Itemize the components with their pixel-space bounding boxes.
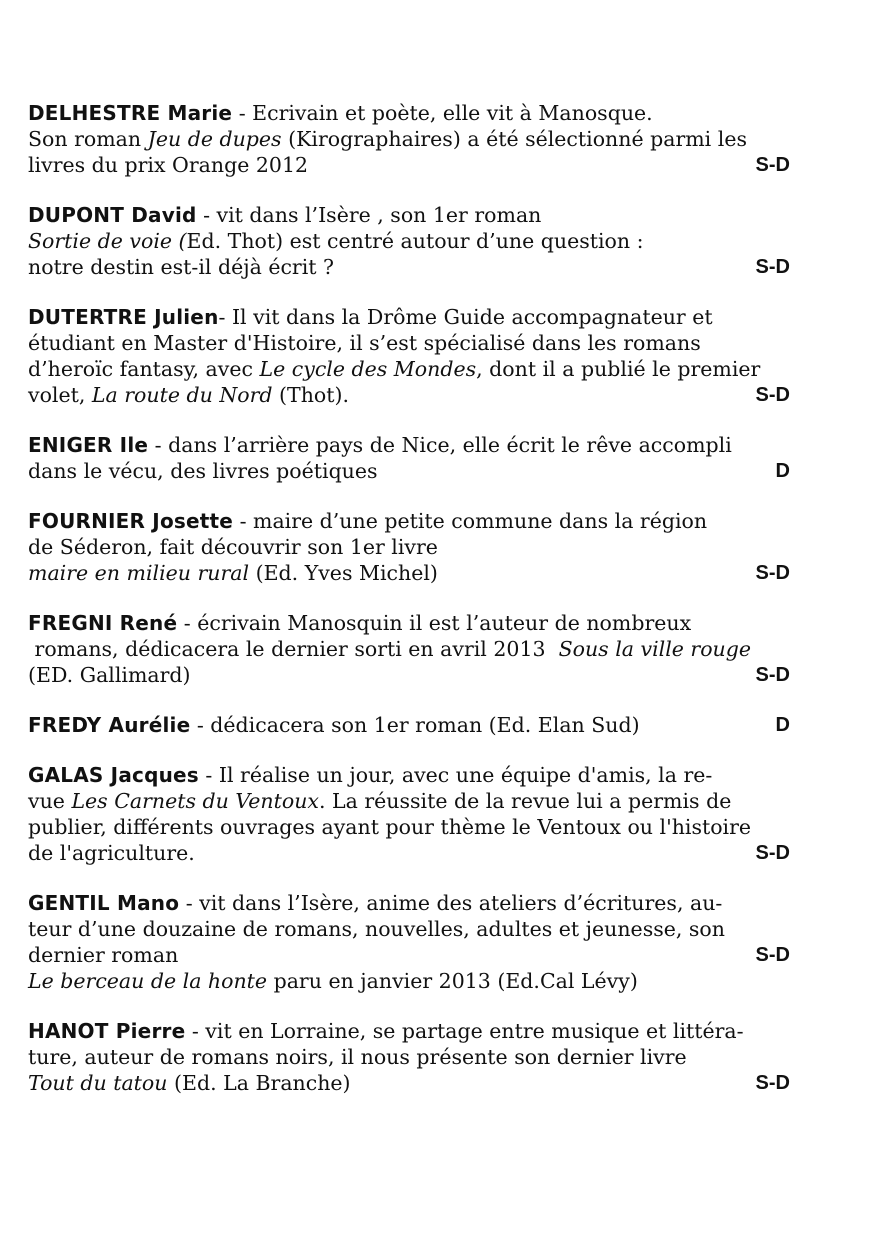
author-desc: Ed. Thot) est centré autour d’une question : [186, 229, 644, 253]
author-desc: (Ed. Yves Michel) [249, 561, 438, 585]
author-desc: - vit en Lorraine, se partage entre musique et littéra- [185, 1019, 744, 1043]
book-title: Les Carnets du Ventoux [71, 789, 319, 813]
author-desc: , dont il a publié le premier [476, 357, 761, 381]
book-title: Le cycle des Mondes [259, 357, 477, 381]
author-name: DUPONT David [28, 203, 197, 227]
author-entry [28, 610, 800, 688]
author-entry [28, 508, 800, 586]
author-desc: - vit dans l’Isère, anime des ateliers d’écritures, au- [179, 891, 723, 915]
author-entry [28, 202, 800, 280]
author-desc: volet, [28, 383, 92, 407]
author-desc: dans le vécu, des livres poétiques [28, 459, 378, 483]
author-list [28, 100, 800, 1120]
author-desc: publier, différents ouvrages ayant pour thème le Ventoux ou l'histoire [28, 815, 752, 839]
author-desc: livres du prix Orange 2012 [28, 153, 309, 177]
author-name: HANOT Pierre [28, 1019, 186, 1043]
author-desc: (Kirographaires) a été sélectionné parmi les [281, 127, 747, 151]
author-entry [28, 712, 800, 738]
author-desc: vue [28, 789, 72, 813]
author-desc: - Il réalise un jour, avec une équipe d'amis, la re- [198, 763, 713, 787]
session-code: S-D [755, 562, 790, 584]
author-desc: de l'agriculture. [28, 841, 195, 865]
session-code: S-D [755, 664, 790, 686]
author-desc: étudiant en Master d'Histoire, il s’est spécialisé dans les romans [28, 331, 701, 355]
author-desc: paru en janvier 2013 (Ed.Cal Lévy) [267, 969, 638, 993]
author-desc: - Il vit dans la Drôme Guide accompagnateur et [218, 305, 713, 329]
author-name: GENTIL Mano [28, 891, 180, 915]
book-title: Tout du tatou [28, 1071, 168, 1095]
author-desc: - écrivain Manosquin il est l’auteur de nombreux [177, 611, 692, 635]
session-code: S-D [755, 154, 790, 176]
author-desc: - dédicacera son 1er roman (Ed. Elan Sud) [190, 713, 640, 737]
author-desc: (Ed. La Branche) [167, 1071, 351, 1095]
book-title: Le berceau de la honte [28, 969, 268, 993]
author-name: FREDY Aurélie [28, 713, 191, 737]
author-desc: - Ecrivain et poète, elle vit à Manosque. [232, 101, 653, 125]
author-desc: - vit dans l’Isère , son 1er roman [196, 203, 542, 227]
author-entry [28, 890, 800, 994]
author-desc: de Séderon, fait découvrir son 1er livre [28, 535, 438, 559]
session-code: S-D [755, 1072, 790, 1094]
author-desc: romans, dédicacera le dernier sorti en avril 2013 [28, 637, 559, 661]
author-desc: notre destin est-il déjà écrit ? [28, 255, 335, 279]
author-desc: - dans l’arrière pays de Nice, elle écrit le rêve accompli [148, 433, 732, 457]
author-entry [28, 432, 800, 484]
session-code: D [775, 714, 790, 736]
author-name: ENIGER Ile [28, 433, 149, 457]
author-entry [28, 100, 800, 178]
book-title: La route du Nord [91, 383, 273, 407]
author-desc: ture, auteur de romans noirs, il nous présente son dernier livre [28, 1045, 687, 1069]
author-name: DELHESTRE Marie [28, 101, 233, 125]
author-desc: Son roman [28, 127, 148, 151]
author-desc: teur d’une douzaine de romans, nouvelles, adultes et jeunesse, son [28, 917, 725, 941]
author-desc: . La réussite de la revue lui a permis de [318, 789, 732, 813]
book-title: maire en milieu rural [28, 561, 250, 585]
book-title: Jeu de dupes [147, 127, 282, 151]
author-desc: - maire d’une petite commune dans la région [233, 509, 708, 533]
session-code: S-D [755, 384, 790, 406]
author-desc: d’heroïc fantasy, avec [28, 357, 260, 381]
book-title: Sous la ville rouge [558, 637, 752, 661]
author-entry [28, 762, 800, 866]
session-code: D [775, 460, 790, 482]
author-desc: dernier roman [28, 943, 179, 967]
author-desc: (Thot). [272, 383, 350, 407]
author-name: GALAS Jacques [28, 763, 199, 787]
author-name: FOURNIER Josette [28, 509, 234, 533]
session-code: S-D [755, 944, 790, 966]
author-entry [28, 1018, 800, 1096]
author-entry [28, 304, 800, 408]
book-title: Sortie de voie ( [28, 229, 187, 253]
author-name: DUTERTRE Julien [28, 305, 219, 329]
author-name: FREGNI René [28, 611, 178, 635]
session-code: S-D [755, 256, 790, 278]
author-desc: (ED. Gallimard) [28, 663, 191, 687]
session-code: S-D [755, 842, 790, 864]
